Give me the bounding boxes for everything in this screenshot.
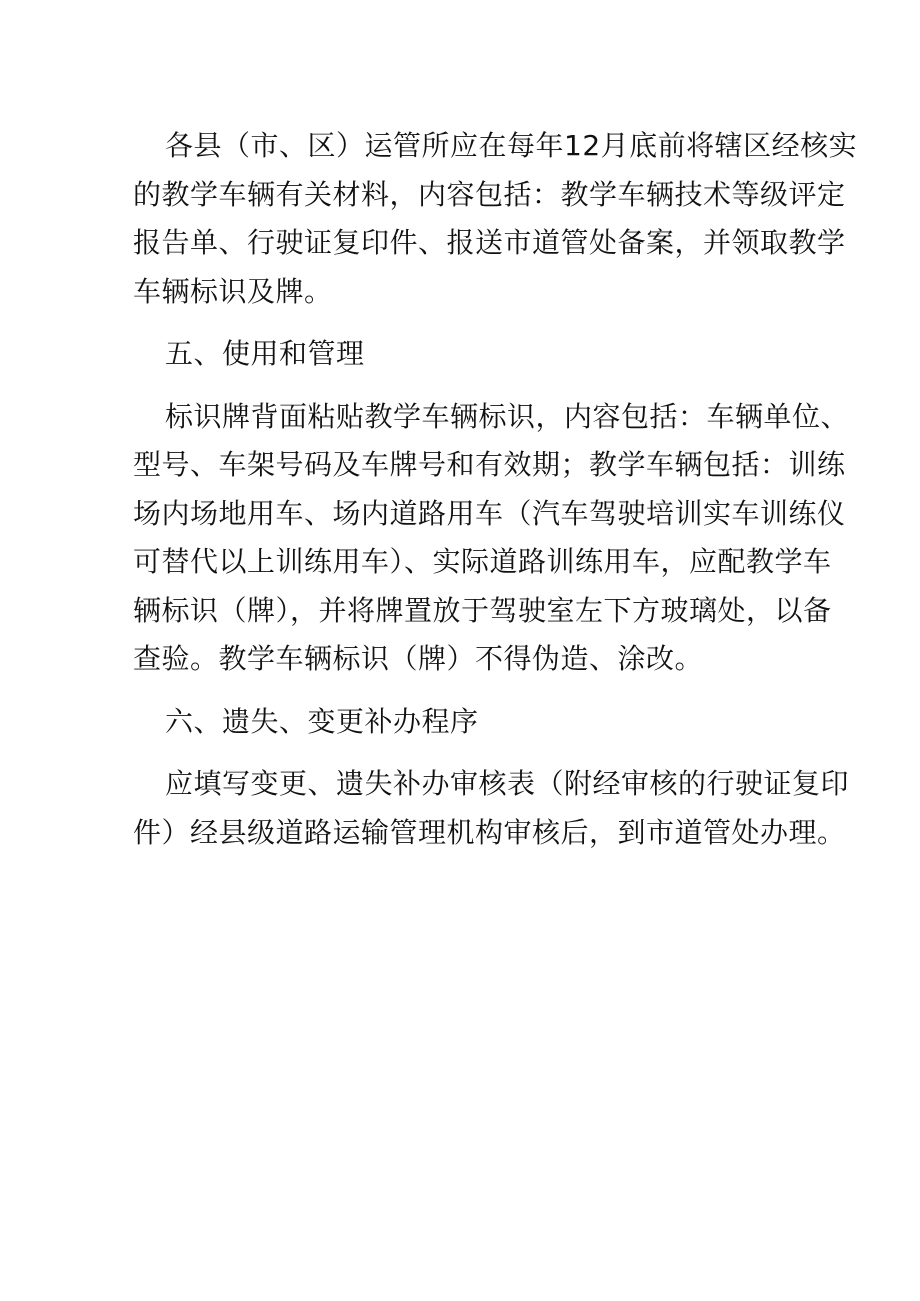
paragraph-line: 型号、车架号码及车牌号和有效期；教学车辆包括：训练 [133, 448, 846, 481]
paragraph-line: 标识牌背面粘贴教学车辆标识，内容包括：车辆单位、 [165, 399, 850, 433]
paragraph-line: 查验。教学车辆标识（牌）不得伪造、涂改。 [133, 642, 704, 675]
paragraph-line: 辆标识（牌），并将牌置放于驾驶室左下方玻璃处，以备 [133, 593, 832, 627]
paragraph-line: 场内场地用车、场内道路用车（汽车驾驶培训实车训练仪 [133, 496, 846, 530]
paragraph-replacement-procedure [133, 760, 850, 857]
paragraph-sign-usage [133, 393, 850, 684]
document-body [133, 122, 858, 871]
section-heading-loss-and-change: 六、遗失、变更补办程序 [165, 704, 479, 738]
paragraph-line: 可替代以上训练用车）、实际道路训练用车，应配教学车 [133, 545, 832, 578]
paragraph-line: 件）经县级道路运输管理机构审核后，到市道管处办理。 [133, 815, 846, 849]
paragraph-line: 各县（市、区）运管所应在每年12月底前将辖区经核实 [165, 129, 858, 162]
paragraph-annual-submission [133, 122, 858, 316]
paragraph-line: 车辆标识及牌。 [133, 274, 333, 308]
paragraph-line: 报告单、行驶证复印件、报送市道管处备案，并领取教学 [133, 226, 846, 259]
paragraph-line: 的教学车辆有关材料，内容包括：教学车辆技术等级评定 [133, 177, 846, 211]
paragraph-line: 应填写变更、遗失补办审核表（附经审核的行驶证复印 [165, 767, 850, 800]
section-heading-use-and-management: 五、使用和管理 [165, 337, 365, 370]
